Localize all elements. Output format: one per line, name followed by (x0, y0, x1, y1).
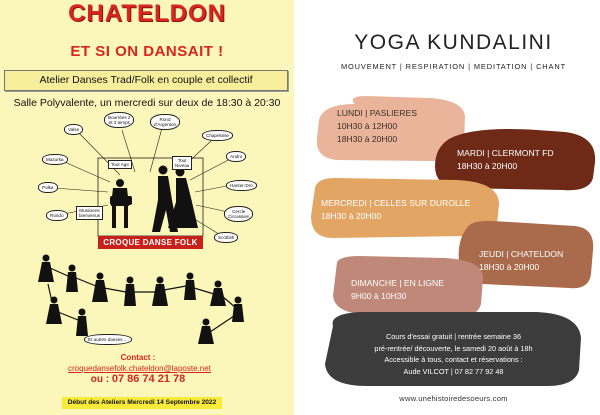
dance-bubble-scottish: Scottish (214, 232, 238, 243)
yoga-title: YOGA KUNDALINI (354, 31, 553, 54)
dance-bubble-polka: Polka (38, 182, 58, 193)
session-mercredi (321, 197, 470, 223)
contact-label: Contact : (120, 353, 156, 362)
poster-title-chateldon: CHATELDON (68, 0, 226, 27)
dance-bubble-mazurka: Mazurka (42, 154, 68, 165)
label-tout-age: Tout Age (108, 160, 132, 169)
couple-silhouette (152, 166, 198, 233)
info-text (331, 331, 576, 377)
musician-silhouette (110, 179, 132, 228)
session-jeudi-day: JEUDI | CHATELDON (479, 249, 564, 259)
session-mardi-time: 18H30 à 20H00 (457, 161, 518, 171)
session-dimanche-day: DIMANCHE | EN LIGNE (351, 278, 444, 288)
start-date-footer: Début des Ateliers Mercredi 14 Septembre 2022 (62, 397, 222, 409)
contact-phone: 07 86 74 21 78 (111, 373, 186, 385)
session-mardi-day: MARDI | CLERMONT FD (457, 148, 554, 158)
session-jeudi-time: 18H30 à 20H00 (479, 262, 540, 272)
info-line-4: Aude VILCOT | 07 82 77 92 48 (403, 366, 504, 376)
contact-block (68, 352, 211, 385)
contact-phone-line (68, 374, 208, 385)
dance-bubble-autres: Et autres danses ... (84, 334, 132, 345)
label-tout-niveau: Tout Niveau (172, 156, 192, 170)
website-url[interactable]: www.unehistoiredesoeurs.com (399, 394, 508, 403)
label-musiciens: Musiciens bienvenus (76, 206, 103, 220)
session-mercredi-day: MERCREDI | CELLES SUR DUROLLE (321, 198, 471, 208)
phone-prefix: ou : (90, 374, 112, 385)
session-jeudi (479, 248, 563, 274)
dance-bubble-andro: Andro (226, 151, 246, 162)
dancers-illustration (0, 110, 294, 360)
poster-subtitle: ET SI ON DANSAIT ! (70, 43, 224, 60)
dance-bubble-bourrees: Bourrées 2 et 3 temps (104, 112, 134, 128)
session-lundi-time-2: 18H30 à 20H00 (337, 134, 398, 144)
venue-schedule: Salle Polyvalente, un mercredi sur deux de 18:30 à 20:30 (13, 97, 281, 109)
brand-croque-danse-folk: CROQUE DANSE FOLK (98, 236, 203, 249)
info-line-2: pré-rentrée/ découverte, le samedi 20 août à 18h (374, 343, 533, 353)
session-lundi-day: LUNDI | PASLIERES (337, 108, 417, 118)
session-dimanche-time: 9H00 à 10H30 (351, 291, 407, 301)
dance-bubble-valse: Valse (64, 124, 83, 135)
yoga-subtitle: MOUVEMENT | RESPIRATION | MEDITATION | CHANT (340, 62, 567, 71)
session-mercredi-time: 18H30 à 20H00 (321, 211, 382, 221)
session-lundi (337, 107, 417, 146)
yoga-poster (307, 0, 600, 415)
session-dimanche (351, 277, 444, 303)
dance-poster (0, 0, 294, 415)
dance-bubble-cercle: Cercle Circassien (224, 206, 253, 222)
contact-email[interactable]: croquedansefolk.chateldon@laposte.net (68, 364, 211, 373)
session-mardi (457, 147, 554, 173)
dance-bubble-rond-argenton: Rond d'Argenton (150, 114, 180, 130)
dance-bubble-rondo: Rondo (46, 210, 68, 221)
dance-bubble-hanter-dro: Hanter-Dro (226, 180, 257, 191)
session-lundi-time-1: 10H30 à 12H00 (337, 121, 398, 131)
info-line-3: Accessible à tous, contact et réservations : (384, 355, 523, 365)
info-line-1: Cours d'essai gratuit | rentrée semaine 36 (385, 332, 522, 341)
dance-bubble-chapeloise: Chapeloise (202, 130, 233, 141)
workshop-band: Atelier Danses Trad/Folk en couple et collectif (4, 70, 288, 91)
